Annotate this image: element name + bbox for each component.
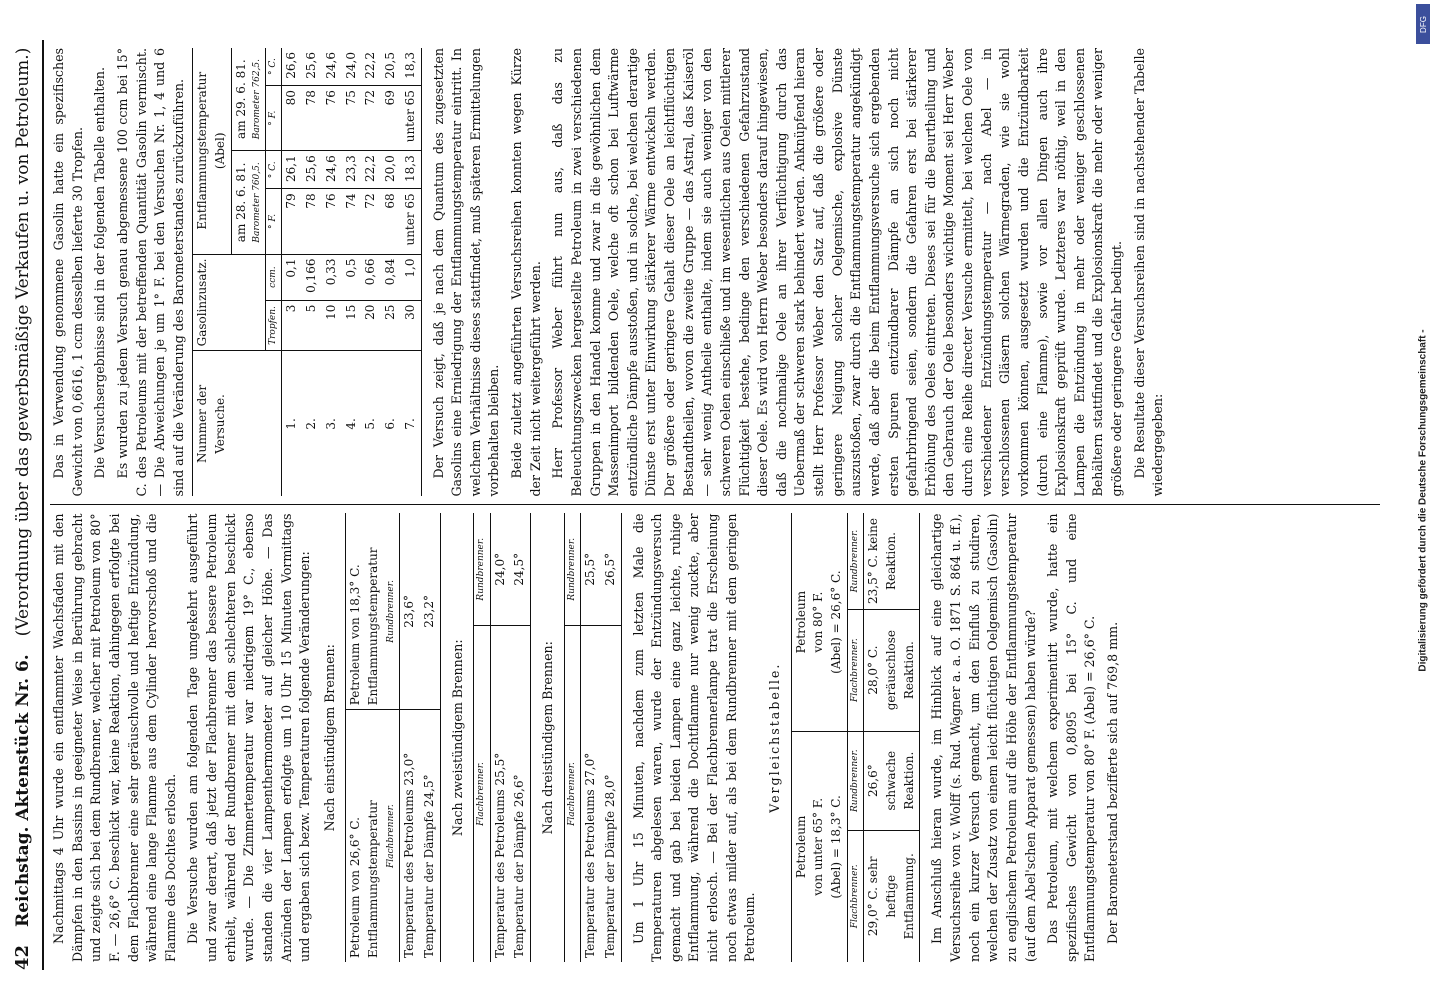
- table-header: Petroleum: [793, 815, 808, 879]
- paragraph: Der Barometerstand bezifferte sich auf 769,8 mm.: [1105, 621, 1120, 944]
- table-cell: 23,2°: [421, 595, 436, 628]
- table-header: Entflammungstemperatur (Abel): [193, 48, 232, 254]
- table-cell: 78: [302, 189, 322, 254]
- comparison-table: [791, 514, 921, 963]
- header-subtitle: (Verordnung über das gewerbsmäßige Verkaufen u. von Petroleum.): [13, 47, 33, 637]
- table-cell: 26,1: [282, 151, 302, 189]
- table-cell: 72: [361, 189, 381, 254]
- table-cell: 25: [381, 300, 401, 351]
- header-title: Reichstag. Aktenstück Nr. 6.: [13, 654, 33, 927]
- gasoline-table-body: [282, 48, 421, 497]
- column-label: ° F.: [265, 189, 281, 254]
- table-cell: 6.: [381, 351, 401, 497]
- column-label: ° C.: [265, 151, 281, 189]
- paragraph: Um 1 Uhr 15 Minuten, nachdem zum letzten Male die Temperaturen abgelesen waren, wurde der Entzündungsversuch gemacht und gab bei beiden Lampen eine ganz leichte, ruhige Entflammung, während die Dochtflamme nur wenig zuckte, aber nicht erlosch. — Bei der Flachbrennerlampe trat die Erscheinung noch etwas milder auf, als bei dem Rundbrenner mit dem geringen Petroleum.: [630, 513, 758, 962]
- table-row: [401, 48, 421, 497]
- table-cell: 5.: [361, 351, 381, 497]
- table-header: Barometer 762,5.: [251, 59, 262, 140]
- table-header: Entflammungstemperatur: [366, 800, 381, 958]
- table-header: Petroleum: [793, 590, 808, 654]
- table-row: [381, 48, 401, 497]
- table-cell: 18,3: [402, 52, 417, 79]
- two-column-body: [50, 40, 1380, 970]
- section-heading: Nach zweistündigem Brennen:: [449, 639, 465, 837]
- table-cell: 0,84: [381, 254, 401, 300]
- table-cell: 20: [361, 300, 381, 351]
- column-label: Rundbrenner.: [847, 731, 863, 830]
- column-label: Flachbrenner.: [847, 830, 863, 962]
- table-cell: 74: [342, 189, 362, 254]
- table-cell: 23,3: [342, 151, 362, 189]
- table-header: Gasolinzusatz.: [193, 254, 266, 351]
- table-cell: Temperatur der Dämpfe 24,5°: [420, 710, 440, 962]
- table-cell: 20,5: [383, 52, 397, 79]
- table-cell: 24,0: [343, 52, 358, 79]
- digitization-note: [1414, 0, 1432, 1000]
- table-cell: 26,5°: [602, 552, 617, 586]
- page-number: 42: [12, 944, 33, 970]
- table-cell: 22,2: [361, 151, 381, 189]
- dfg-logo: [1416, 4, 1430, 44]
- paragraph: Die Versuchsergebnisse sind in der folgenden Tabelle enthalten.: [92, 67, 108, 479]
- table-row: [361, 48, 381, 497]
- table-header: am 28. 6. 81.: [233, 162, 248, 243]
- table-cell: Temperatur der Dämpfe 28,0°: [601, 625, 621, 962]
- table-cell: 23,5° C. keine Reaktion.: [866, 518, 898, 604]
- table-cell: 25,6: [302, 151, 322, 189]
- table-cell: 0,66: [361, 254, 381, 300]
- table-cell: Temperatur des Petroleums 25,5°: [490, 625, 510, 962]
- section-heading: Nach einstündigem Brennen:: [321, 644, 337, 832]
- table-cell: 1,0: [401, 254, 421, 300]
- column-label: Flachbrenner.: [564, 625, 580, 962]
- temperature-table-3: [564, 514, 622, 963]
- table-cell: 7.: [401, 351, 421, 497]
- table-cell: 3.: [322, 351, 342, 497]
- table-cell: 78: [302, 86, 322, 151]
- table-cell: 26,6: [284, 52, 299, 79]
- table-header: (Abel) = 18,3° C.: [829, 795, 844, 899]
- table-header: Petroleum von 18,3° C.: [348, 564, 363, 706]
- paragraph: Beide zuletzt angeführten Versuchsreihen konnten wegen Kürze der Zeit nicht weitergeführt werden.: [509, 48, 543, 497]
- table-header: am 29. 6. 81.: [233, 59, 248, 139]
- paragraph: Die Versuche wurden am folgenden Tage umgekehrt ausgeführt und zwar derart, daß jetzt der Flachbrenner das bessere Petroleum erhielt, während der Rundbrenner mit dem schlechteren beschickt wurde. — Die Zimmertemperatur war niedrigem 19° C., ebenso standen die vier Lampenthermometer auf gleicher Höhe. — Das Anzünden der Lampen erfolgte um 10 Uhr 15 Minuten Vormittags und ergaben sich bezw. Temperaturen folgende Veränderungen:: [185, 513, 313, 962]
- page-header: [12, 40, 44, 970]
- column-label: ° C.: [267, 58, 278, 75]
- table-cell: 3: [282, 300, 302, 351]
- table-cell: 24,5°: [512, 552, 527, 586]
- table-row: [322, 48, 342, 497]
- column-label: Rundbrenner.: [385, 580, 396, 643]
- table-cell: unter 65: [401, 189, 421, 254]
- left-column: [50, 505, 1380, 971]
- page-content: [12, 40, 1382, 970]
- paragraph: Im Anschluß hieran wurde, im Hinblick auf eine gleichartige Versuchsreihe von v. Wolff (s. Rud. Wagner a. a. O. 1871 S. 864 u. ff.), noch ein kurzer Versuch gemacht, um den Einfluß zu studiren, welchen der Zusatz von einem leicht flüchtigen Oelgemisch (Gasolin) zu englischem Petroleum auf die Höhe der Entflammungstemperatur (auf dem Abel'schen Apparat gemessen) haben würde?: [929, 513, 1038, 962]
- paragraph: Das in Verwendung genommene Gasolin hatte ein spezifisches Gewicht von 0,6616, 1 ccm desselben lieferte 30 Tropfen.: [51, 48, 85, 497]
- table-cell: 26,6° schwache Reaktion.: [864, 731, 920, 830]
- table-cell: 2.: [302, 351, 322, 497]
- table-cell: unter 65: [401, 86, 421, 151]
- table-cell: 28,0° C. geräuschlose Reaktion.: [864, 609, 920, 731]
- table-cell: 80: [282, 86, 302, 151]
- table-cell: Temperatur der Dämpfe 26,6°: [510, 625, 530, 962]
- column-label: Flachbrenner.: [384, 710, 400, 962]
- table-cell: 20,0: [381, 151, 401, 189]
- table-cell: 0,166: [302, 254, 322, 300]
- dfg-logo-text: DFG: [1418, 15, 1428, 33]
- table-cell: 30: [401, 300, 421, 351]
- table-cell: Temperatur des Petroleums 27,0°: [581, 625, 601, 962]
- table-cell: 24,0°: [492, 552, 507, 586]
- paragraph: Der Versuch zeigt, daß je nach dem Quantum des zugesetzten Gasolins eine Erniedrigung der Entflammungstemperatur eintritt. In welchem Verhältnisse dieses stattfindet, muß späteren Ermittelungen vorbehalten bleiben.: [430, 48, 502, 497]
- table-cell: 76: [322, 86, 342, 151]
- table-row: [282, 48, 302, 497]
- table-header: (Abel) = 26,6° C.: [829, 570, 844, 674]
- table-cell: 10: [322, 300, 342, 351]
- paragraph: Die Resultate dieser Versuchsreihen sind in nachstehender Tabelle wiedergegeben:: [1131, 48, 1166, 497]
- table-cell: 75: [342, 86, 362, 151]
- table-row: [342, 48, 362, 497]
- table-cell: 79: [282, 189, 302, 254]
- table-header: Petroleum von 26,6° C.: [348, 817, 363, 958]
- table-cell: 76: [322, 189, 342, 254]
- table-cell: 23,6°: [402, 595, 417, 628]
- table-cell: 72: [361, 86, 381, 151]
- table-header: Nummer der Versuche.: [193, 351, 282, 497]
- section-heading: Nach dreistündigem Brennen:: [540, 641, 556, 835]
- table-header: Barometer 760,5.: [251, 162, 262, 243]
- paragraph: Es wurden zu jedem Versuch genau abgemessene 100 ccm bei 15° C. des Petroleums mit der betreffenden Quantität Gasolin vermischt. — Die Abweichungen je um 1° F. bei den Versuchen Nr. 1, 4 und 6 sind auf die Veränderung des Barometerstandes zurückzuführen.: [114, 48, 186, 497]
- table-cell: 68: [381, 189, 401, 254]
- table-cell: Temperatur des Petroleums 23,0°: [400, 710, 420, 962]
- table-cell: 5: [302, 300, 322, 351]
- table-cell: 15: [342, 300, 362, 351]
- table-cell: 0,33: [322, 254, 342, 300]
- table-header: Entflammungstemperatur: [366, 547, 381, 706]
- table-cell: 25,5°: [583, 552, 598, 586]
- table-cell: 0,5: [342, 254, 362, 300]
- table-cell: 24,6: [323, 52, 338, 79]
- comparison-table-title: Vergleichstabelle.: [766, 662, 782, 813]
- table-cell: 0,1: [282, 254, 302, 300]
- column-label: Rundbrenner.: [476, 537, 487, 601]
- right-column: [50, 40, 1380, 505]
- table-cell: 18,3: [401, 151, 421, 189]
- column-label: ccm.: [265, 254, 281, 300]
- column-label: ° F.: [265, 86, 281, 151]
- column-label: Rundbrenner.: [566, 537, 577, 601]
- column-label: Flachbrenner.: [474, 625, 490, 962]
- digitization-note-text: Digitalisierung gefördert durch die Deutsche Forschungsgemeinschaft -: [1417, 328, 1429, 672]
- column-label: Tropfen.: [265, 300, 281, 351]
- table-cell: 25,6: [304, 52, 318, 79]
- table-cell: 22,2: [363, 52, 378, 79]
- table-cell: 24,6: [322, 151, 342, 189]
- table-cell: 1.: [282, 351, 302, 497]
- column-label: Rundbrenner.: [849, 529, 860, 593]
- table-cell: 29,0° C. sehr heftige Entflammung.: [864, 830, 920, 962]
- paragraph: Nachmittags 4 Uhr wurde ein entflammter Wachsfaden mit den Dämpfen in den Bassins in geeigneter Weise in Berührung gebracht und zeigte sich bei dem Rundbrenner, welcher mit Petroleum von 80° F. — 26,6° C. beschickt war, keine Reaktion, dahingegen erfolgte bei dem Flachbrenner eine sehr geräuschvolle und heftige Entzündung, während eine lange Flamme aus dem Cylinder hervorschoß und die Flamme des Dochtes erlosch.: [51, 513, 178, 962]
- paragraph: Das Petroleum, mit welchem experimentirt wurde, hatte ein spezifisches Gewicht von 0,8095 bei 15° C. und eine Entflammungstemperatur von 80° F. (Abel) = 26,6° C.: [1045, 513, 1098, 962]
- paragraph: Herr Professor Weber führt nun aus, daß das zu Beleuchtungszwecken hergestellte Petroleum in zwei verschiedenen Gruppen in den Handel komme und zwar in die gewöhnlichen dem Massenimport bildenden Oele, welche oft schon bei Luftwärme entzündliche Dämpfe ausstoßen, und in solche, bei welchen derartige Dünste erst unter Einwirkung stärkerer Wärme entwickeln werden. Der größere oder geringere Gehalt dieser Oele an leichtflüchtigen Bestandtheilen, wovon die zweite Gruppe — das Astral, das Kaiseröl — sehr wenig Antheile enthalte, indem sie auch weniger von den schweren Oelen einschließe und im wesentlichen aus Oelen mittlerer Flüchtigkeit bestehe, bedinge den verschiedenen Gefahrzustand dieser Oele. Es wird von Herrn Weber besonders darauf hingewiesen, daß die nochmalige Oele an ihrer Verflüchtigung durch das Uebermaß der schweren stark behindert werden. Anknüpfend hieran stellt Herr Professor Weber den Satz auf, daß die größere oder geringere Neigung solcher Oelgemische, explosive Dünste auszustoßen, zwar durch die Entflammungstemperatur angekündigt werde, daß aber die beim Entflammungsversuche sich ergebenden ersten Spuren entzündbarer Dämpfe an sich noch nicht gefahrbringend seien, sondern die Gefahren erst bei stärkerer Erhöhung des Oeles eintreten. Dieses sei für die Beurtheilung und den Gebrauch der Oele besonders wichtige Moment sei Herr Weber durch eine Reihe directer Versuche ermittelt, bei welchen Oele von verschiedener Entzündungstemperatur — nach Abel — in verschlossenen Gläsern solchen Wärmegraden, wie sie wohl vorkommen können, ausgesetzt wurden und die Entzündbarkeit (durch eine Flamme), sowie vor allen Dingen auch ihre Explosionskraft geprüft wurde. Letzteres war nöthig, weil in den Lampen die Entzündung in mehr oder weniger geschlossenen Behältern stattfindet und die Explosionskraft die mehr oder weniger größere oder geringere Gefahr bedingt.: [550, 48, 1124, 497]
- table-header: von 80° F.: [811, 591, 826, 653]
- column-label: Flachbrenner.: [847, 609, 863, 731]
- table-cell: 69: [381, 86, 401, 151]
- table-cell: 4.: [342, 351, 362, 497]
- temperature-table-1: [345, 514, 440, 963]
- gasoline-table: [192, 48, 421, 497]
- temperature-table-2: [473, 514, 531, 963]
- table-header: von unter 65° F.: [811, 797, 826, 896]
- table-row: [302, 48, 322, 497]
